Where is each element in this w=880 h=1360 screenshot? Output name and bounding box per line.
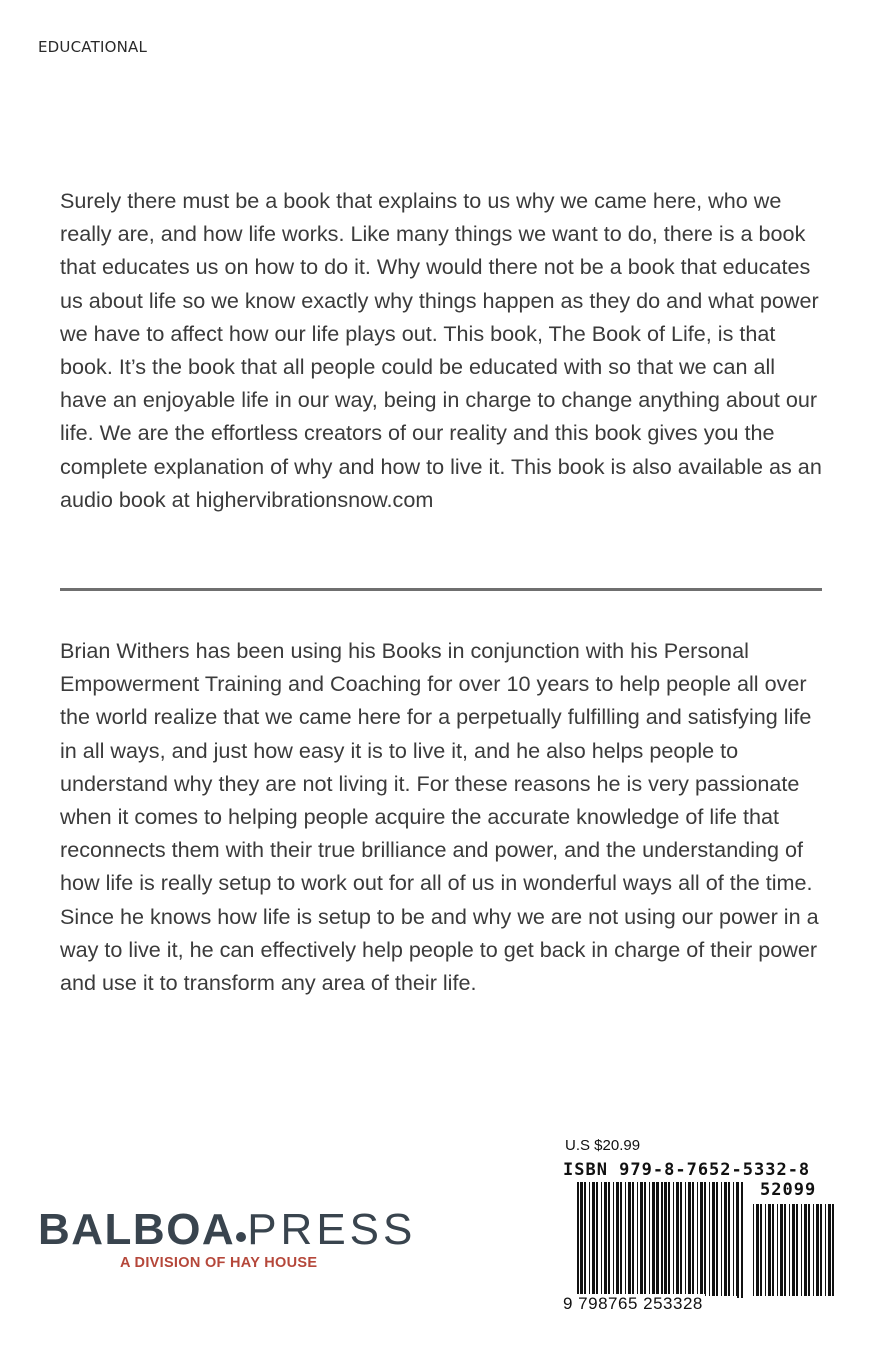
publisher-logo xyxy=(38,1205,416,1255)
price-label: U.S $20.99 xyxy=(565,1137,641,1154)
category-label: EDUCATIONAL xyxy=(38,38,148,56)
addon-digits: 52099 xyxy=(760,1180,817,1200)
logo-light-text: PRESS xyxy=(247,1205,417,1254)
logo-bold-text: BALBOA xyxy=(38,1205,236,1254)
author-bio: Brian Withers has been using his Books in conjunction with his Personal Empowerment Training and Coaching for over 10 years to help people all over the world realize that we came here for a perpetually fulfilling and satisfying life in all ways, and just how easy it is to live it, and he also helps people to understand why they are not living it. For these reasons he is very passionate when it comes to helping people acquire the accurate knowledge of life that reconnects them with their true brilliance and power, and the understanding of how life is really setup to work out for all of us in wonderful ways all of the time. Since he knows how life is setup to be and why we are not using our power in a way to live it, he can effectively help people to get back in charge of their power and use it to transform any area of their life. xyxy=(60,638,819,996)
book-description: Surely there must be a book that explains to us why we came here, who we really are, and how life works. Like many things we want to do, there is a book that educates us on how to do it. Why would there not be a book that educates us about life so we know exactly why things happen as they do and what power we have to affect how our life plays out. This book, The Book of Life, is that book. It’s the book that all people could be educated with so that we can all have an enjoyable life in our way, being in charge to change anything about our life. We are the effortless creators of our reality and this book gives you the complete explanation of why and how to live it. This book is also available as an audio book at highervibrationsnow.com xyxy=(60,188,822,512)
isbn-label: ISBN 979-8-7652-5332-8 xyxy=(563,1160,811,1180)
barcode-digits: 9 798765 253328 xyxy=(563,1294,703,1313)
logo-dot-icon xyxy=(236,1232,246,1242)
publisher-division: A DIVISION OF HAY HOUSE xyxy=(120,1255,318,1271)
section-divider xyxy=(60,588,822,591)
